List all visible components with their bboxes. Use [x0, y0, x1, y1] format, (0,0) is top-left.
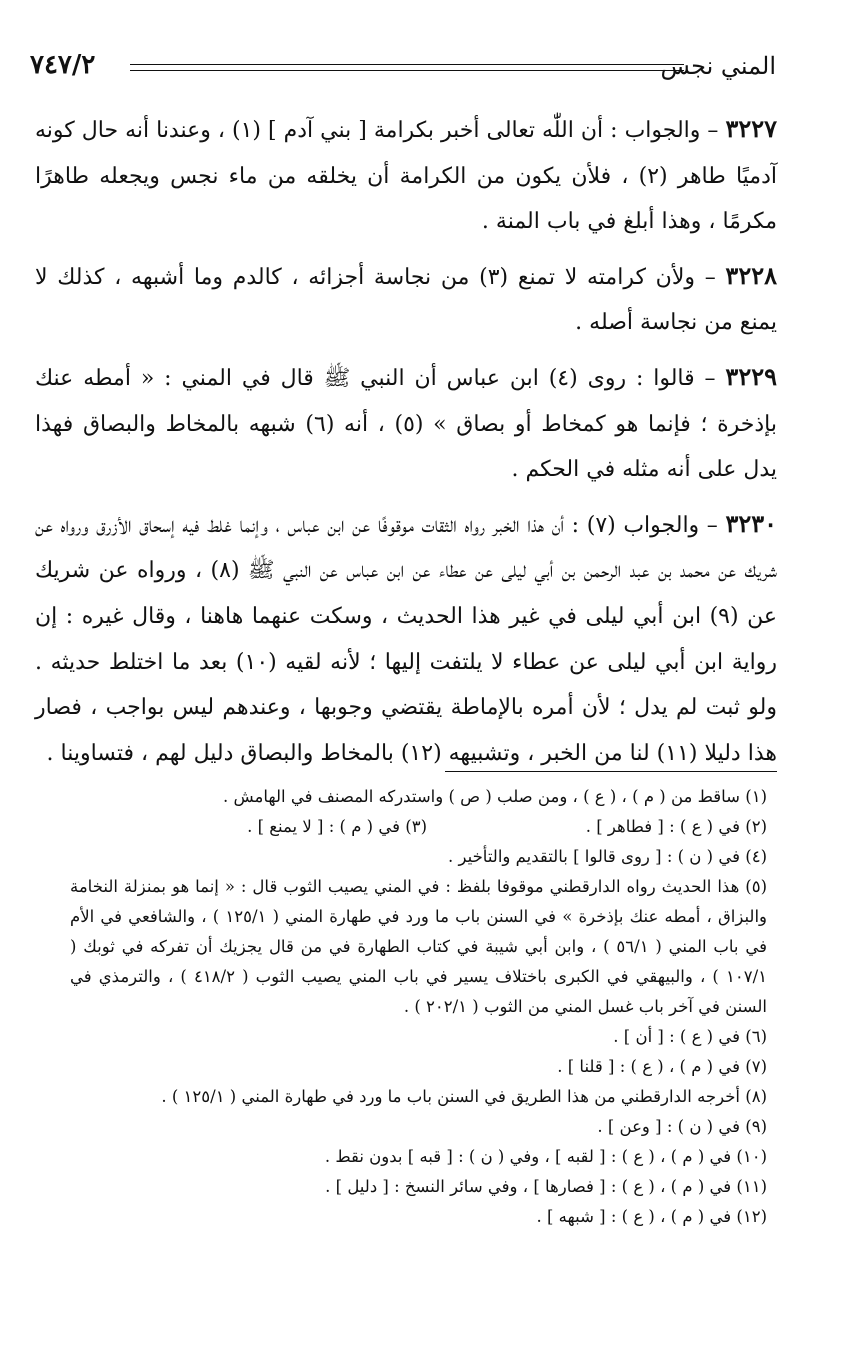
paragraph — [35, 253, 777, 346]
footnote-separator — [445, 771, 777, 772]
footnote: (١٠) في ( م ) ، ( ع ) : [ لقبه ] ، وفي ( ن ) : [ قبه ] بدون نقط . — [324, 1147, 767, 1166]
footnote: (٤) في ( ن ) : [ روى قالوا ] بالتقديم والتأخير . — [448, 847, 767, 866]
paragraph — [35, 501, 777, 777]
paragraph — [35, 354, 777, 493]
paragraph-text: – ولأن كرامته لا تمنع (٣) من نجاسة أجزائه ، كالدم وما أشبهه ، كذلك لا يمنع من نجاسة أصله . — [35, 264, 777, 336]
page-number: ٧٤٧/٢ — [30, 50, 96, 80]
paragraph — [35, 106, 777, 245]
footnote-row — [70, 812, 767, 842]
footnote: (٥) هذا الحديث رواه الدارقطني موقوفا بلفظ : في المني يصيب الثوب قال : « إنما هو بمنزلة النخامة والبزاق ، أمطه عنك بإذخرة » في السنن باب ما ورد في طهارة المني ( ١٢٥/١ ) ، والشافعي في الأم في باب المني ( ٥٦/١ ) ، وابن أبي شيبة في كتاب الطهارة في من قال يجزيك أن تفركه في ثوبك ( ١٠٧/١ ) ، والبيهقي في الكبرى باختلاف يسير في باب المني يصيب الثوب ( ٤١٨/٢ ) ، والترمذي في السنن في آخر باب غسل المني من الثوب ( ٢٠٢/١ ) . — [70, 877, 767, 1016]
header-rule — [130, 64, 684, 71]
paragraph-number: ٣٢٣٠ — [725, 508, 777, 538]
running-title: المني نجس — [660, 52, 776, 80]
footnote: (١) ساقط من ( م ) ، ( ع ) ، ومن صلب ( ص ) واستدركه المصنف في الهامش . — [223, 787, 767, 806]
footnote: (٦) في ( ع ) : [ أن ] . — [613, 1027, 767, 1046]
footnote: (٣) في ( م ) : [ لا يمنع ] . — [247, 817, 427, 836]
paragraph-number: ٣٢٢٨ — [725, 260, 777, 290]
footnote: (٩) في ( ن ) : [ وعن ] . — [597, 1117, 767, 1136]
footnotes — [70, 782, 767, 1232]
footnote: (١٢) في ( م ) ، ( ع ) : [ شبهه ] . — [536, 1207, 767, 1226]
paragraph-text: – والجواب : أن اللّٰه تعالى أخبر بكرامة [ بني آدم ] (١) ، وعندنا أنه حال كونه آدميًا طاهر (٢) ، فلأن يكون من الكرامة أن يخلقه من ماء نجس ويجعله طاهرًا مكرمًا ، وهذا أبلغ في باب المنة . — [35, 118, 777, 235]
footnote: (١١) في ( م ) ، ( ع ) : [ فصارها ] ، وفي سائر النسخ : [ دليل ] . — [325, 1177, 767, 1196]
footnote: (٧) في ( م ) ، ( ع ) : [ قلنا ] . — [557, 1057, 767, 1076]
main-text — [35, 106, 777, 784]
page-header — [30, 50, 776, 90]
paragraph-number: ٣٢٢٩ — [725, 361, 777, 391]
paragraph-text: – قالوا : روى (٤) ابن عباس أن النبي ﷺ قال في المني : « أمطه عنك بإذخرة ؛ فإنما هو كمخاط أو بصاق » (٥) ، أنه (٦) شبهه بالمخاط والبصاق فهذا يدل على أنه مثله في الحكم . — [35, 365, 777, 483]
paragraph-text: – والجواب (٧) : أن هذا الخبر رواه الثقات موقوفًا عن ابن عباس ، وإنما غلط فيه إسحاق الأزرق ورواه عن شريك عن محمد بن عبد الرحمن بن أبي ليلى عن عطاء عن ابن عباس عن النبي ﷺ (٨) ، ورواه عن شريك عن (٩) ابن أبي ليلى في غير هذا الحديث ، وسكت عنهما هاهنا ، وقال غيره : إن رواية ابن أبي ليلى عن عطاء لا يلتفت إليها ؛ لأنه لقيه (١٠) بعد ما اختلط حديثه . ولو ثبت لم يدل ؛ لأن أمره بالإماطة يقتضي وجوبها ، وعندهم ليس بواجب ، فصار هذا دليلا (١١) لنا من الخبر ، وتشبيهه (١٢) بالمخاط والبصاق دليل لهم ، فتساوينا . — [35, 512, 777, 766]
footnote: (٢) في ( ع ) : [ فطاهر ] . — [585, 817, 767, 836]
footnote: (٨) أخرجه الدارقطني من هذا الطريق في السنن باب ما ورد في طهارة المني ( ١٢٥/١ ) . — [161, 1087, 767, 1106]
paragraph-number: ٣٢٢٧ — [725, 114, 777, 143]
